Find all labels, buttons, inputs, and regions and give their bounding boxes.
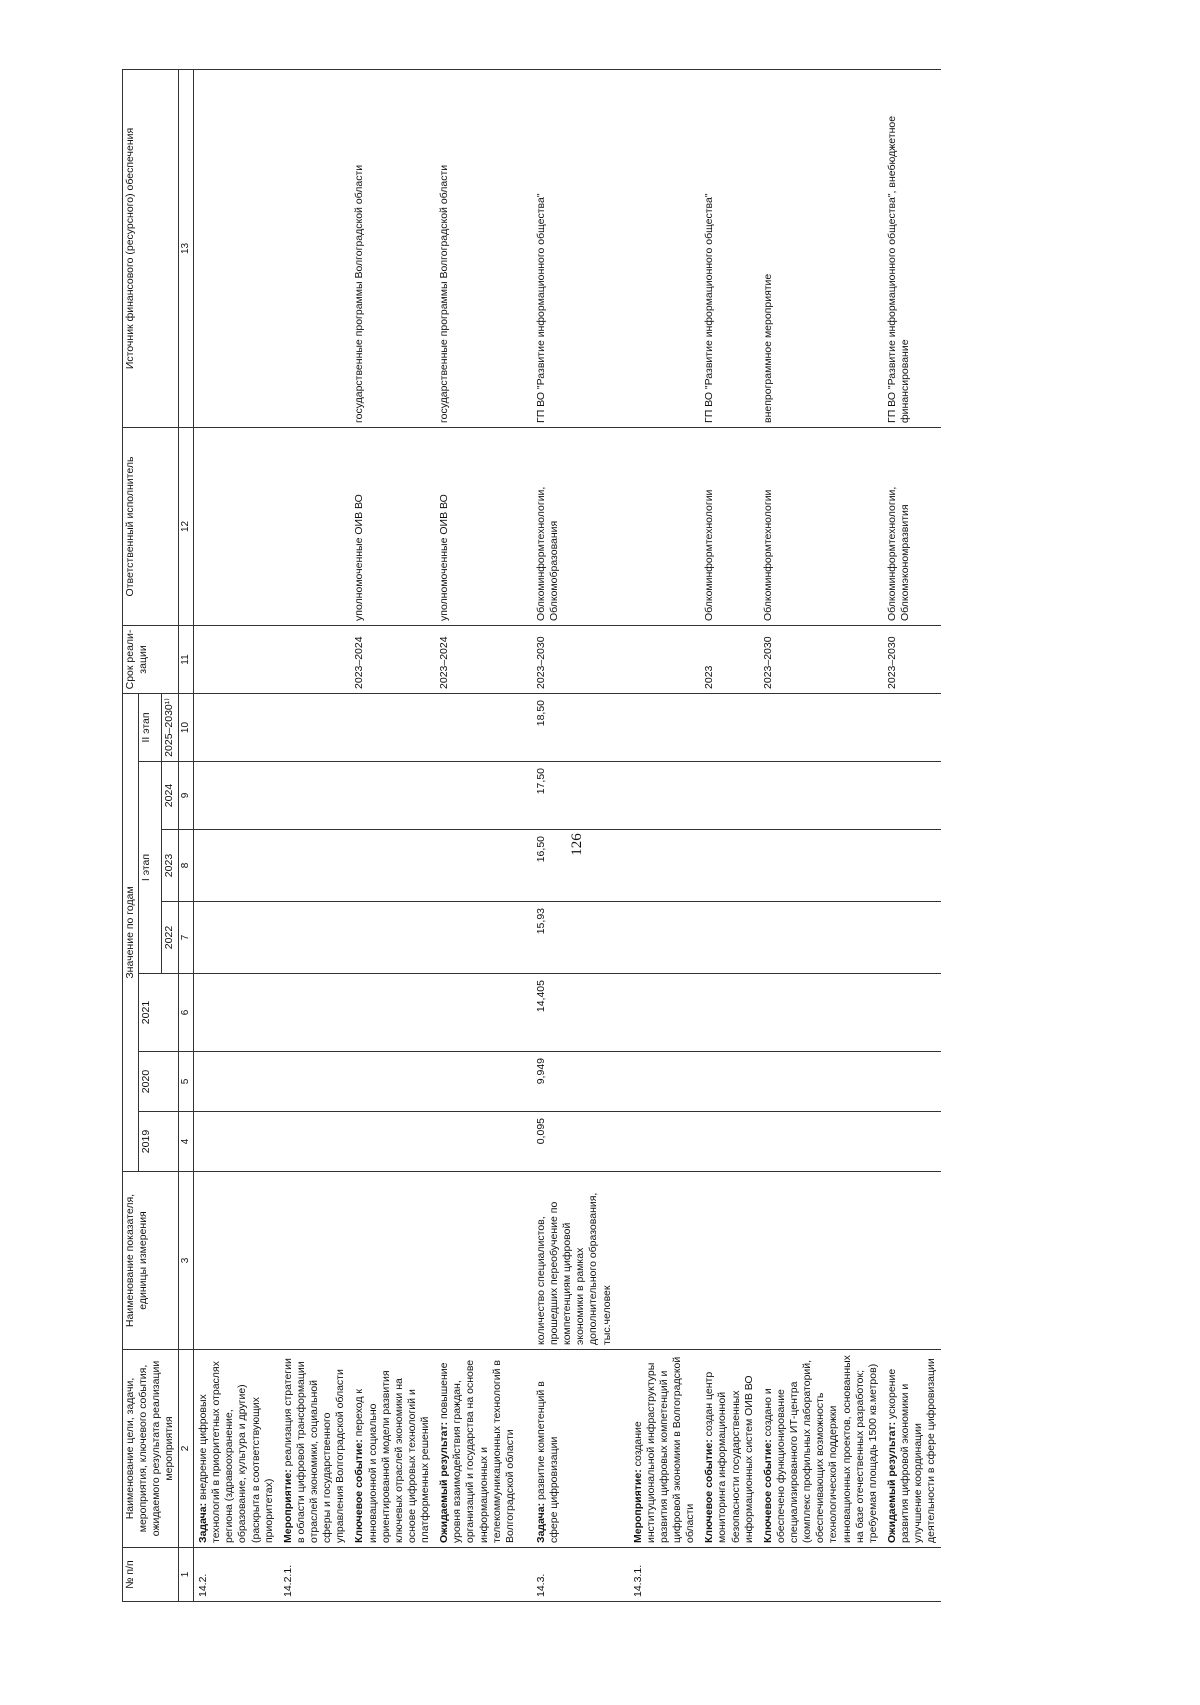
header-indicator: Наименование показателя, единицы измерения xyxy=(123,1172,179,1350)
value-2023 xyxy=(883,830,942,902)
row-text: внедрение цифровых технологий в приоритетных отраслях региона (здравоохранение, образование, культура и другие) (раскрыта в соответствующих приоритетах) xyxy=(197,1361,275,1543)
spacer-cell xyxy=(520,693,532,761)
spacer-cell xyxy=(617,1052,629,1112)
value-2024 xyxy=(279,762,351,830)
spacer-cell xyxy=(617,762,629,830)
value-2020 xyxy=(759,1052,883,1112)
value-2024 xyxy=(435,762,520,830)
row-executor: Облкоминформтехнологии xyxy=(759,427,883,625)
row-executor: Облкоминформтехнологии, Облкомобразования xyxy=(532,427,617,625)
table-header xyxy=(123,69,194,1601)
column-number: 6 xyxy=(178,974,194,1052)
value-2019: 0,095 xyxy=(532,1112,617,1172)
spacer-cell xyxy=(617,625,629,693)
row-term: 2023–2030 xyxy=(883,625,942,693)
row-label: Ключевое событие: xyxy=(761,1439,774,1543)
spacer-cell xyxy=(617,974,629,1052)
header-2024: 2024 xyxy=(162,762,178,830)
column-number: 7 xyxy=(178,902,194,974)
value-2023: 16,50 xyxy=(532,830,617,902)
row-term xyxy=(629,625,701,693)
row-executor: Облкоминформтехнологии, Облкомэкономразвития xyxy=(883,427,942,625)
row-executor xyxy=(279,427,351,625)
row-name xyxy=(629,1350,701,1548)
value-2020 xyxy=(700,1052,759,1112)
row-num: 14.3. xyxy=(532,1548,617,1602)
row-label: Ключевое событие: xyxy=(353,1439,366,1543)
column-number: 1 xyxy=(178,1548,194,1602)
row-label: Ключевое событие: xyxy=(703,1439,716,1543)
row-source: ГП ВО "Развитие информационного общества" xyxy=(700,69,759,427)
row-label: Задача: xyxy=(197,1502,209,1543)
row-text: развитие компетенций в сфере цифровизации xyxy=(534,1381,560,1543)
row-label: Мероприятие: xyxy=(281,1469,294,1543)
row-name xyxy=(759,1350,883,1548)
header-stage-2: II этап xyxy=(139,693,162,761)
header-stage-1: I этап xyxy=(139,762,162,974)
value-2024 xyxy=(350,762,435,830)
column-number: 5 xyxy=(178,1052,194,1112)
row-text: повышение уровня взаимодействия граждан, организаций и государства на основе информационных и телекоммуникационных технологий в Волгоградской области xyxy=(438,1359,516,1543)
column-number: 13 xyxy=(178,69,194,427)
spacer-cell xyxy=(520,1172,532,1350)
value-2025-2030 xyxy=(700,693,759,761)
value-2022 xyxy=(279,902,351,974)
value-2019 xyxy=(350,1112,435,1172)
value-2022 xyxy=(350,902,435,974)
spacer-cell xyxy=(520,830,532,902)
row-indicator xyxy=(435,1172,520,1350)
spacer-cell xyxy=(520,974,532,1052)
value-2025-2030 xyxy=(759,693,883,761)
value-2023 xyxy=(629,830,701,902)
value-2022: 15,93 xyxy=(532,902,617,974)
value-2020 xyxy=(350,1052,435,1112)
column-number: 11 xyxy=(178,625,194,693)
row-num: 14.2. xyxy=(194,1548,279,1602)
spacer-cell xyxy=(520,427,532,625)
page-number: 126 xyxy=(568,833,585,856)
spacer-cell xyxy=(520,1548,532,1602)
value-2022 xyxy=(629,902,701,974)
row-name xyxy=(435,1350,520,1548)
value-2025-2030 xyxy=(194,693,279,761)
row-source: ГП ВО "Развитие информационного общества", внебюджетное финансирование xyxy=(883,69,942,427)
value-2019 xyxy=(700,1112,759,1172)
table-row xyxy=(435,69,520,1601)
row-term: 2023–2024 xyxy=(435,625,520,693)
value-2022 xyxy=(435,902,520,974)
row-label: Ожидаемый результат: xyxy=(438,1421,451,1543)
row-text: создано и обеспечено функционирование специализированного ИТ-центра (комплекс профильных лабораторий, обеспечивающих возможность технологической поддержки инновационных проектов, основанных на базе отечественных разработок; требуемая площадь 1500 кв.метров) xyxy=(761,1355,879,1543)
table-row xyxy=(883,69,942,1601)
value-2020 xyxy=(435,1052,520,1112)
spacer-cell xyxy=(617,1112,629,1172)
row-term: 2023–2030 xyxy=(532,625,617,693)
value-2023 xyxy=(700,830,759,902)
value-2019 xyxy=(279,1112,351,1172)
row-indicator xyxy=(883,1172,942,1350)
row-text: реализация стратегии в области цифровой трансформации отраслей экономики, социальной сферы и государственного управления Волгоградской области xyxy=(281,1358,347,1543)
row-term: 2023–2024 xyxy=(350,625,435,693)
header-num: № п/п xyxy=(123,1548,179,1602)
row-name xyxy=(883,1350,942,1548)
header-source: Источник финансового (ресурсного) обеспечения xyxy=(123,69,179,427)
value-2021 xyxy=(759,974,883,1052)
row-source xyxy=(629,69,701,427)
row-text: ускорение развития цифровой экономики и улучшение координации деятельности в сфере цифровизации xyxy=(885,1358,938,1543)
value-2019 xyxy=(883,1112,942,1172)
column-numbers-row xyxy=(178,69,194,1601)
program-table xyxy=(122,69,941,1602)
table-row xyxy=(194,69,279,1601)
value-2019 xyxy=(629,1112,701,1172)
row-term: 2023 xyxy=(700,625,759,693)
table-row xyxy=(629,69,701,1601)
row-name xyxy=(279,1350,351,1548)
value-2024 xyxy=(194,762,279,830)
spacer-cell xyxy=(617,902,629,974)
value-2021 xyxy=(194,974,279,1052)
row-indicator: количество специалистов, прошедших переобучение по компетенциям цифровой экономики в рамках дополнительного образования, тыс.человек xyxy=(532,1172,617,1350)
row-num xyxy=(700,1548,759,1602)
row-num: 14.3.1. xyxy=(629,1548,701,1602)
spacer-cell xyxy=(520,1350,532,1548)
value-2025-2030 xyxy=(350,693,435,761)
row-source: государственные программы Волгоградской области xyxy=(350,69,435,427)
value-2025-2030 xyxy=(435,693,520,761)
spacer-cell xyxy=(520,625,532,693)
column-number: 8 xyxy=(178,830,194,902)
spacer-cell xyxy=(617,830,629,902)
spacer-cell xyxy=(520,69,532,427)
row-executor: уполномоченные ОИВ ВО xyxy=(435,427,520,625)
row-source xyxy=(194,69,279,427)
value-2023 xyxy=(350,830,435,902)
value-2023 xyxy=(759,830,883,902)
row-term xyxy=(279,625,351,693)
column-number: 4 xyxy=(178,1112,194,1172)
spacer-cell xyxy=(617,69,629,427)
value-2021 xyxy=(279,974,351,1052)
spacer-cell xyxy=(617,1548,629,1602)
row-source: государственные программы Волгоградской области xyxy=(435,69,520,427)
row-indicator xyxy=(279,1172,351,1350)
row-indicator xyxy=(629,1172,701,1350)
row-num xyxy=(435,1548,520,1602)
value-2021 xyxy=(350,974,435,1052)
value-2023 xyxy=(279,830,351,902)
row-indicator xyxy=(194,1172,279,1350)
rotated-content xyxy=(122,70,1132,1602)
value-2020 xyxy=(194,1052,279,1112)
spacer-cell xyxy=(520,902,532,974)
row-indicator xyxy=(350,1172,435,1350)
table-row xyxy=(350,69,435,1601)
row-spacer xyxy=(520,69,532,1601)
spacer-cell xyxy=(617,427,629,625)
row-label: Ожидаемый результат: xyxy=(885,1421,898,1543)
table-row xyxy=(532,69,617,1601)
row-executor xyxy=(629,427,701,625)
value-2022 xyxy=(883,902,942,974)
value-2025-2030 xyxy=(279,693,351,761)
table-row xyxy=(759,69,883,1601)
value-2020: 9,949 xyxy=(532,1052,617,1112)
row-executor: уполномоченные ОИВ ВО xyxy=(350,427,435,625)
value-2020 xyxy=(279,1052,351,1112)
row-text: создание институциональной инфраструктуры развития цифровых компетенций и цифровой экономики в Волгоградской области xyxy=(631,1356,697,1543)
row-spacer xyxy=(617,69,629,1601)
header-executor: Ответственный исполнитель xyxy=(123,427,179,625)
value-2024 xyxy=(629,762,701,830)
value-2025-2030: 18,50 xyxy=(532,693,617,761)
value-2023 xyxy=(194,830,279,902)
value-2025-2030 xyxy=(883,693,942,761)
row-num xyxy=(759,1548,883,1602)
header-name: Наименование цели, задачи, мероприятия, ключевого события, ожидаемого результата реализации мероприятия xyxy=(123,1350,179,1548)
value-2024 xyxy=(700,762,759,830)
row-indicator xyxy=(759,1172,883,1350)
row-label: Задача: xyxy=(534,1502,547,1543)
header-2023: 2023 xyxy=(162,830,178,902)
value-2021: 14,405 xyxy=(532,974,617,1052)
spacer-cell xyxy=(520,1112,532,1172)
row-name xyxy=(532,1350,617,1548)
row-num: 14.2.1. xyxy=(279,1548,351,1602)
column-number: 2 xyxy=(178,1350,194,1548)
row-executor xyxy=(194,427,279,625)
row-text: создан центр мониторинга информационной безопасности государственных информационных систем ОИВ ВО xyxy=(703,1371,755,1543)
column-number: 10 xyxy=(178,693,194,761)
header-2021: 2021 xyxy=(139,974,178,1052)
value-2021 xyxy=(435,974,520,1052)
row-term xyxy=(194,625,279,693)
row-executor: Облкоминформтехнологии xyxy=(700,427,759,625)
value-2021 xyxy=(883,974,942,1052)
value-2020 xyxy=(883,1052,942,1112)
table-row xyxy=(279,69,351,1601)
header-2025-2030: 2025–2030¹⁾ xyxy=(162,693,178,761)
header-2022: 2022 xyxy=(162,902,178,974)
row-label: Мероприятие: xyxy=(631,1469,644,1543)
spacer-cell xyxy=(617,1172,629,1350)
spacer-cell xyxy=(520,1052,532,1112)
row-name xyxy=(350,1350,435,1548)
header-values-by-year: Значение по годам xyxy=(123,693,139,1171)
header-2019: 2019 xyxy=(139,1112,178,1172)
spacer-cell xyxy=(617,1350,629,1548)
value-2020 xyxy=(629,1052,701,1112)
value-2022 xyxy=(759,902,883,974)
value-2019 xyxy=(759,1112,883,1172)
row-text: переход к инновационной и социально ориентированной модели развития ключевых отраслей экономики на основе цифровых технологий и платформенных решений xyxy=(353,1370,431,1543)
value-2024 xyxy=(883,762,942,830)
row-source: ГП ВО "Развитие информационного общества" xyxy=(532,69,617,427)
row-indicator xyxy=(700,1172,759,1350)
value-2024 xyxy=(759,762,883,830)
row-name xyxy=(194,1350,279,1548)
row-name xyxy=(700,1350,759,1548)
value-2025-2030 xyxy=(629,693,701,761)
row-num xyxy=(350,1548,435,1602)
row-source: внепрограммное мероприятие xyxy=(759,69,883,427)
value-2021 xyxy=(629,974,701,1052)
column-number: 12 xyxy=(178,427,194,625)
header-term: Срок реали-зации xyxy=(123,625,179,693)
value-2024: 17,50 xyxy=(532,762,617,830)
header-2020: 2020 xyxy=(139,1052,178,1112)
column-number: 9 xyxy=(178,762,194,830)
table-row xyxy=(700,69,759,1601)
spacer-cell xyxy=(617,693,629,761)
table-body xyxy=(194,69,942,1601)
column-number: 3 xyxy=(178,1172,194,1350)
value-2019 xyxy=(194,1112,279,1172)
spacer-cell xyxy=(520,762,532,830)
value-2022 xyxy=(700,902,759,974)
value-2021 xyxy=(700,974,759,1052)
row-num xyxy=(883,1548,942,1602)
value-2022 xyxy=(194,902,279,974)
row-source xyxy=(279,69,351,427)
row-term: 2023–2030 xyxy=(759,625,883,693)
value-2023 xyxy=(435,830,520,902)
value-2019 xyxy=(435,1112,520,1172)
